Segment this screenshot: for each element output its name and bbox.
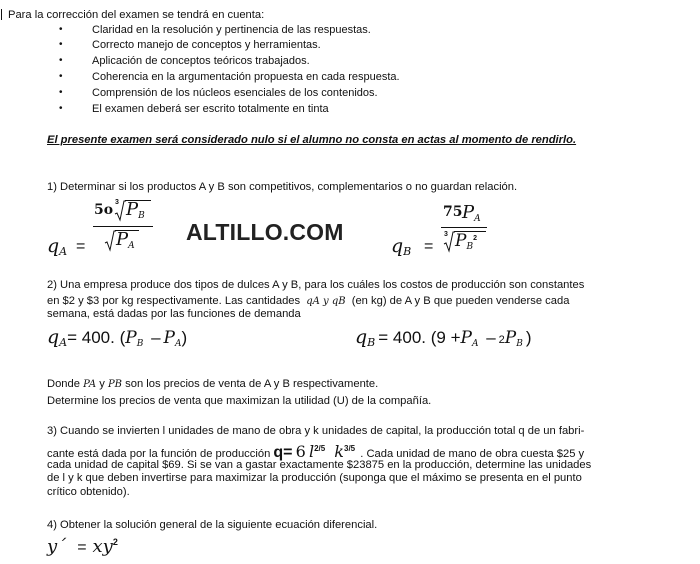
question-2-line-3: semana, está dadas por las funciones de demanda [47, 308, 301, 320]
qa-numerator-coef: 5o [94, 202, 114, 218]
warning-text: El presente examen será considerado nulo si el alumno no consta en actas al momento de rendirlo. [47, 134, 577, 146]
qb-denominator-root-index: 3 [444, 231, 448, 238]
demand-equation-a: $q_A= 400$. $(P_B - P_A)$ [47, 326, 188, 349]
qa-fraction-line [93, 226, 153, 227]
question-3-line-4: de l y k que deben invertirse para maximizar la producción (suponga que el máximo se presenta en el punto [47, 472, 582, 484]
qa-denominator-radical [104, 230, 116, 252]
bullet-icon: • [59, 71, 63, 82]
demand-equation-b: $q_B = 400$. ($9 +P_A - 2P_B$ ) [355, 326, 532, 349]
qb-denominator-var: $P_B^2$ [455, 231, 477, 252]
question-1-text: 1) Determinar si los productos A y B son competitivos, complementarios o no guardan relación. [47, 181, 518, 193]
question-3-line-1: 3) Cuando se invierten l unidades de mano de obra y k unidades de capital, la producción total q de un fabri- [47, 425, 585, 437]
list-item: Claridad en la resolución y pertinencia de las respuestas. [92, 24, 371, 36]
list-item: Aplicación de conceptos teóricos trabajados. [92, 55, 310, 67]
question-3-line-3: cada unidad de capital $69. Si se van a gastar exactamente $23875 en la producción, determine las unidades [47, 459, 592, 471]
question-2-line-2: en $2 y $3 por kg respectivamente. Las cantidades qA y qB (en kg) de A y B que pueden venderse cada [47, 295, 570, 307]
qa-equals: = [76, 238, 86, 255]
production-function: q= 6 $l^{2/5}$ $k^{3/5}$ [273, 442, 356, 461]
list-item: Comprensión de los núcleos esenciales de los contenidos. [92, 87, 378, 99]
left-margin-mark [1, 9, 2, 20]
question-2-determine: Determine los precios de venta que maximizan la utilidad (U) de la compañía. [47, 395, 432, 407]
list-item: Coherencia en la argumentación propuesta en cada respuesta. [92, 71, 400, 83]
qa-numerator-var: $P_B$ [126, 199, 145, 221]
qa-numerator-radical [114, 200, 126, 222]
question-3-line-2: cante está dada por la función de producción q= 6 $l^{2/5}$ $k^{3/5}$ . Cada unidad de mano de obra cuesta $25 y [47, 442, 585, 461]
list-item: Correcto manejo de conceptos y herramientas. [92, 39, 321, 51]
qb-numerator-var: $P_A$ [462, 202, 481, 224]
qb-equals: = [424, 238, 434, 255]
differential-equation: y´ = $xy^2$ [47, 536, 118, 557]
qb-symbol: $q_B$ [391, 235, 412, 258]
bullet-icon: • [59, 87, 63, 98]
question-2-line-1: 2) Una empresa produce dos tipos de dulces A y B, para los cuáles los costos de producción son constantes [47, 279, 585, 291]
bullet-icon: • [59, 55, 63, 66]
question-3-line-5: crítico obtenido). [47, 486, 130, 498]
watermark-logo: ALTILLO.COM [186, 219, 344, 245]
qb-fraction-line [441, 227, 487, 228]
qa-numerator-root-index: 3 [115, 199, 119, 206]
list-item: El examen deberá ser escrito totalmente en tinta [92, 103, 329, 115]
intro-text: Para la corrección del examen se tendrá en cuenta: [8, 9, 265, 21]
inline-vars: qA y qB [306, 296, 346, 307]
bullet-icon: • [59, 39, 63, 50]
qb-denominator-radical [443, 231, 455, 253]
bullet-icon: • [59, 103, 63, 114]
bullet-icon: • [59, 24, 63, 35]
qa-symbol: $q_A$ [47, 235, 68, 258]
qa-denominator-var: $P_A$ [116, 229, 135, 251]
question-2-donde: Donde PA y PB son los precios de venta de A y B respectivamente. [47, 378, 379, 390]
qb-numerator-coef: 75 [443, 204, 463, 220]
question-4-text: 4) Obtener la solución general de la siguiente ecuación diferencial. [47, 519, 378, 531]
